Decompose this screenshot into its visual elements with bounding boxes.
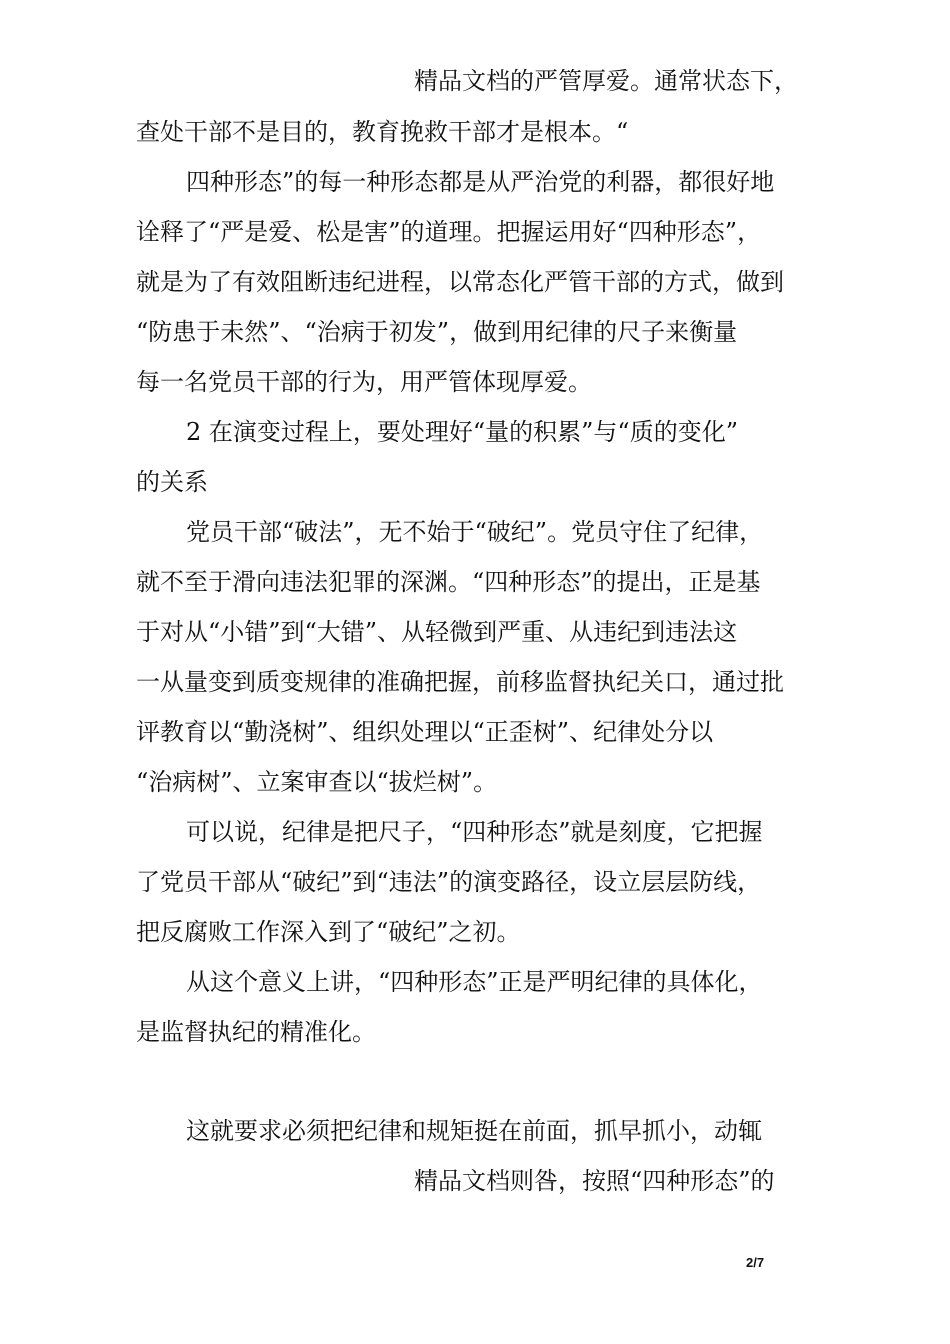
text-line: 把反腐败工作深入到了“破纪”之初。 bbox=[136, 918, 521, 946]
text-line: “防患于未然”、“治病于初发”，做到用纪律的尺子来衡量 bbox=[136, 318, 738, 346]
text-line: 的关系 bbox=[136, 468, 208, 496]
text-line: 四种形态”的每一种形态都是从严治党的利器，都很好地 bbox=[186, 168, 775, 196]
text-line: 2 在演变过程上，要处理好“量的积累”与“质的变化” bbox=[186, 418, 738, 446]
text-line: 从这个意义上讲，“四种形态”正是严明纪律的具体化， bbox=[186, 968, 763, 996]
text-line: 评教育以“勤浇树”、组织处理以“正歪树”、纪律处分以 bbox=[136, 718, 714, 746]
text-line: 这就要求必须把纪律和规矩挺在前面，抓早抓小，动辄 bbox=[186, 1117, 762, 1145]
text-line: 查处干部不是目的，教育挽救干部才是根本。“ bbox=[136, 118, 629, 146]
text-line: 精品文档则咎，按照“四种形态”的 bbox=[414, 1167, 775, 1195]
text-line: 可以说，纪律是把尺子，“四种形态”就是刻度，它把握 bbox=[186, 818, 763, 846]
text-line: 诠释了“严是爱、松是害”的道理。把握运用好“四种形态”， bbox=[136, 218, 762, 246]
page-number: 2/7 bbox=[746, 1255, 765, 1270]
text-line: 是监督执纪的精准化。 bbox=[136, 1018, 376, 1046]
text-line: “治病树”、立案审查以“拔烂树”。 bbox=[136, 768, 498, 796]
text-line: 精品文档的严管厚爱。通常状态下， bbox=[414, 67, 798, 95]
text-line: 就不至于滑向违法犯罪的深渊。“四种形态”的提出，正是基 bbox=[136, 568, 761, 596]
text-line: 每一名党员干部的行为，用严管体现厚爱。 bbox=[136, 368, 592, 396]
text-line: 党员干部“破法”，无不始于“破纪”。党员守住了纪律， bbox=[186, 518, 764, 546]
text-line: 了党员干部从“破纪”到“违法”的演变路径，设立层层防线， bbox=[136, 868, 762, 896]
text-line: 于对从“小错”到“大错”、从轻微到严重、从违纪到违法这 bbox=[136, 618, 738, 646]
text-line: 就是为了有效阻断违纪进程，以常态化严管干部的方式，做到 bbox=[136, 268, 784, 296]
text-line: 一从量变到质变规律的准确把握，前移监督执纪关口，通过批 bbox=[136, 668, 784, 696]
